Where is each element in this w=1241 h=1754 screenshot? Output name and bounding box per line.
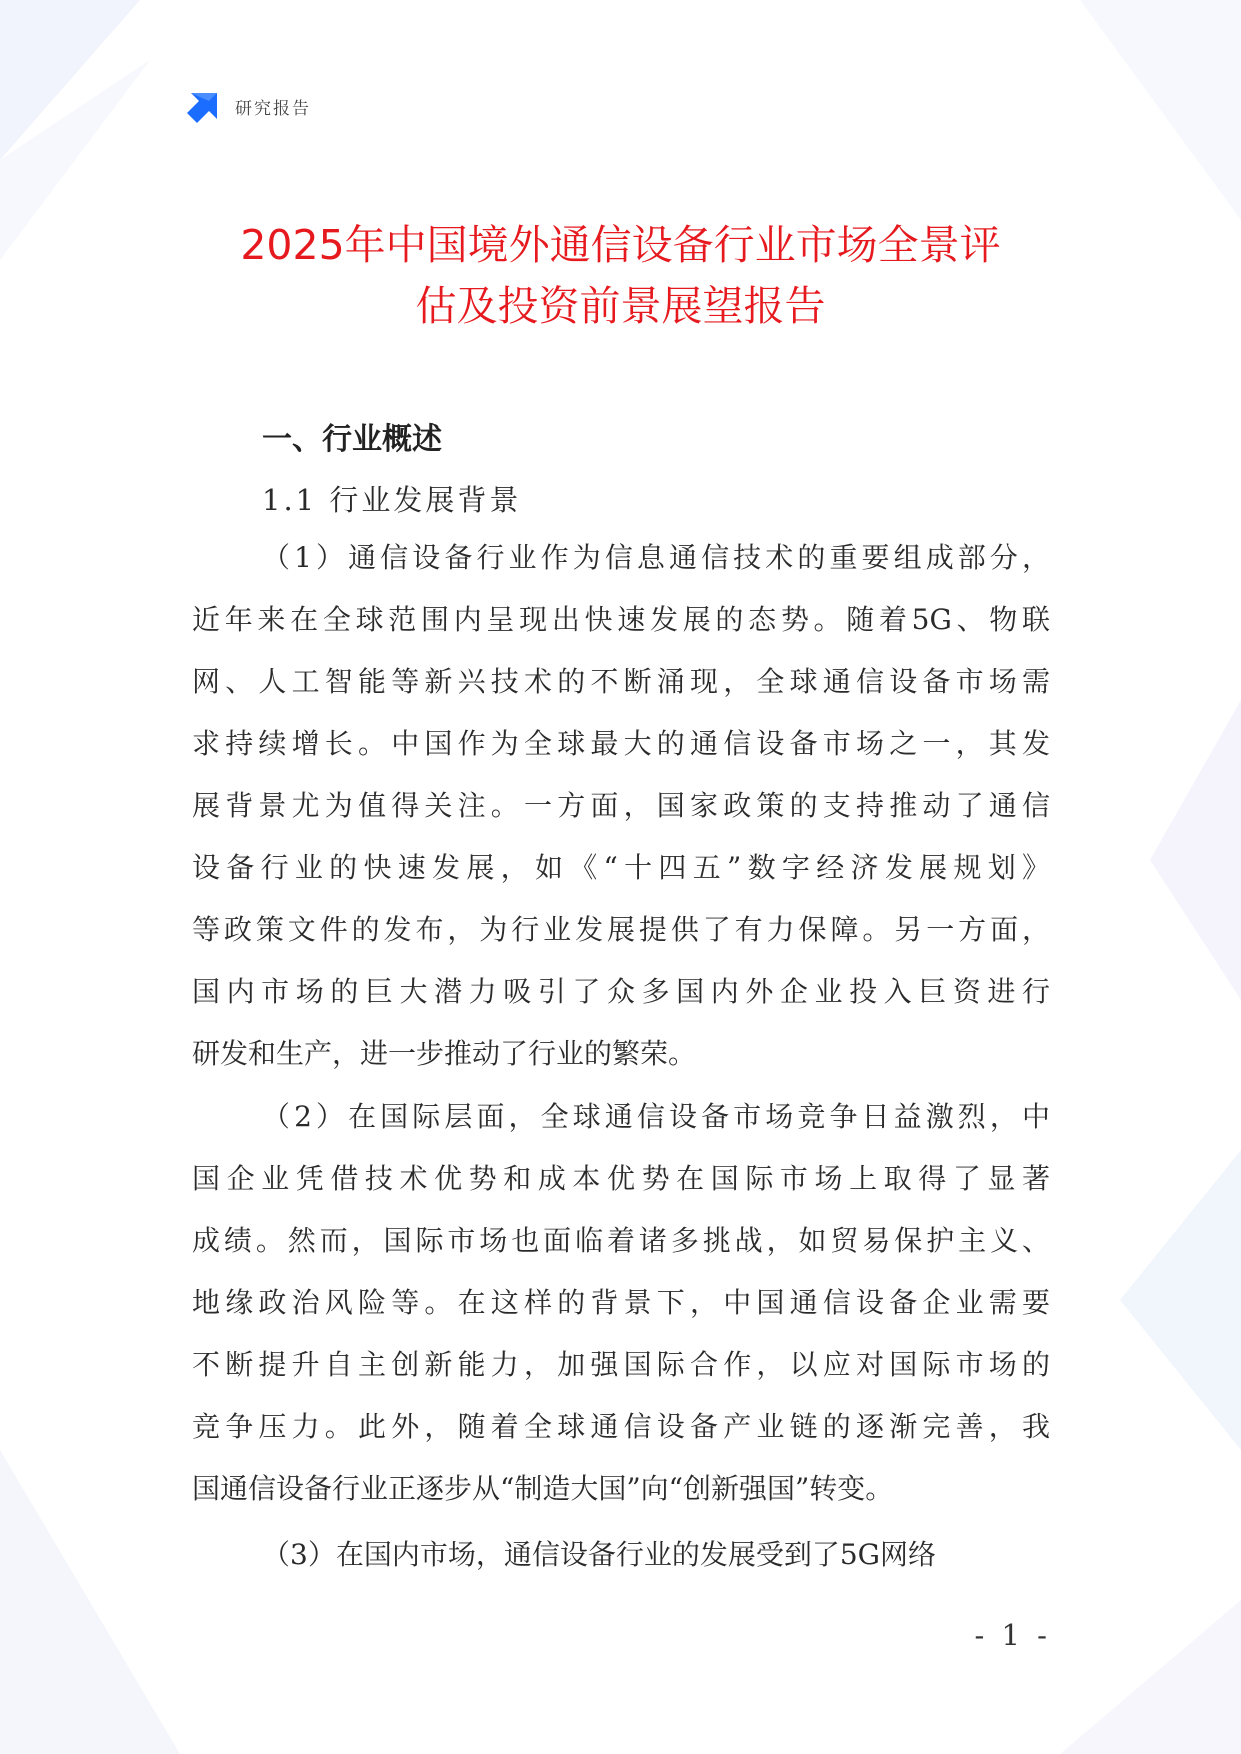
text-line: （2）在国际层面，全球通信设备市场竞争日益激烈，中	[262, 1100, 1050, 1133]
page-number: - 1 -	[974, 1618, 1051, 1652]
subsection-heading: 1.1 行业发展背景	[262, 483, 522, 517]
text-line: 展背景尤为值得关注。一方面，国家政策的支持推动了通信	[192, 789, 1050, 822]
paragraph-1	[192, 527, 1050, 1085]
text-line: 网、人工智能等新兴技术的不断涌现，全球通信设备市场需	[192, 665, 1050, 698]
text-line: 研发和生产，进一步推动了行业的繁荣。	[192, 1037, 697, 1070]
section-heading: 一、行业概述	[262, 422, 442, 457]
document-title	[120, 215, 1121, 337]
text-line: 国内市场的巨大潜力吸引了众多国内外企业投入巨资进行	[192, 975, 1050, 1008]
text-line: 地缘政治风险等。在这样的背景下，中国通信设备企业需要	[192, 1286, 1050, 1319]
paragraph-2	[192, 1086, 1050, 1520]
paragraph-3	[192, 1524, 1050, 1586]
text-line: 国通信设备行业正逐步从“制造大国”向“创新强国”转变。	[192, 1472, 894, 1505]
header-label: 研究报告	[235, 98, 311, 119]
text-line: 等政策文件的发布，为行业发展提供了有力保障。另一方面，	[192, 913, 1050, 946]
text-line: 近年来在全球范围内呈现出快速发展的态势。随着5G、物联	[192, 603, 1050, 636]
text-line: 不断提升自主创新能力，加强国际合作，以应对国际市场的	[192, 1348, 1050, 1381]
text-line: （3）在国内市场，通信设备行业的发展受到了5G网络	[262, 1538, 936, 1571]
title-line-1: 2025年中国境外通信设备行业市场全景评	[240, 221, 1001, 269]
text-line: 国企业凭借技术优势和成本优势在国际市场上取得了显著	[192, 1162, 1050, 1195]
title-line-2: 估及投资前景展望报告	[415, 282, 826, 330]
arrow-up-right-icon	[187, 89, 221, 123]
text-line: 竞争压力。此外，随着全球通信设备产业链的逐渐完善，我	[192, 1410, 1050, 1443]
text-line: （1）通信设备行业作为信息通信技术的重要组成部分，	[262, 541, 1050, 574]
text-line: 设备行业的快速发展，如《“十四五”数字经济发展规划》	[192, 851, 1050, 884]
text-line: 求持续增长。中国作为全球最大的通信设备市场之一，其发	[192, 727, 1050, 760]
text-line: 成绩。然而，国际市场也面临着诸多挑战，如贸易保护主义、	[192, 1224, 1050, 1257]
report-header	[187, 88, 311, 124]
